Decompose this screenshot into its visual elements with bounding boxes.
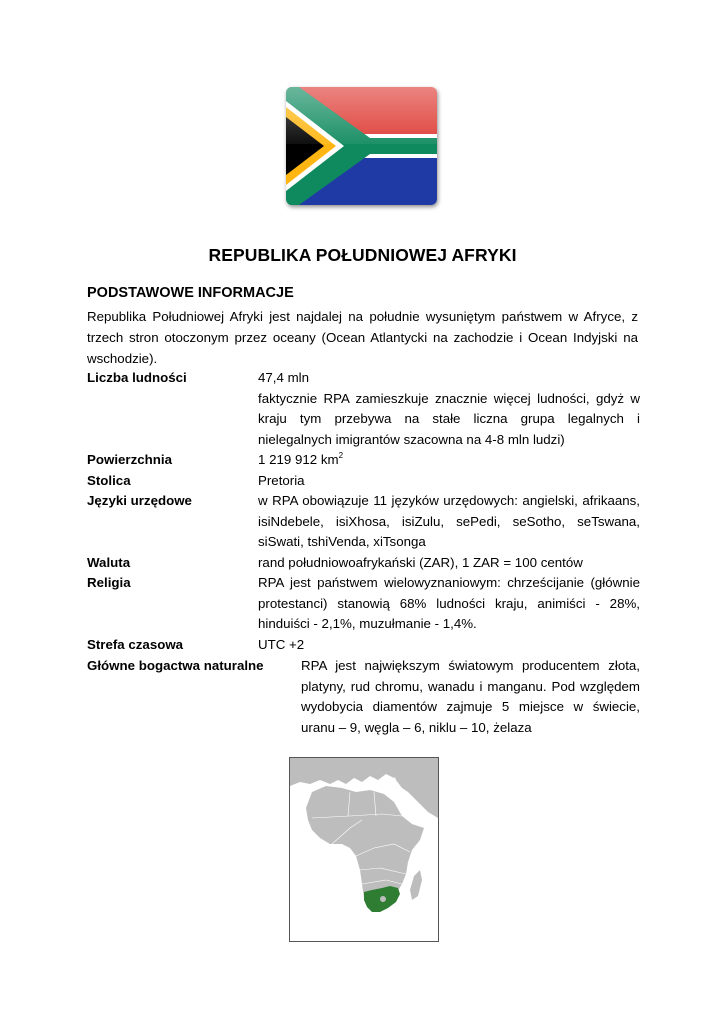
- population-value: 47,4 mln: [258, 370, 309, 385]
- fact-value: RPA jest największym światowym producentem złota, platyny, rud chromu, wanadu i manganu. Pod względem wydobycia diamentów zajmuje 5 miejsce w świecie, uranu – 9, węgla – 6, niklu – 10, żelaza: [301, 658, 640, 735]
- fact-label: Strefa czasowa: [87, 637, 184, 652]
- area-unit-exponent: 2: [338, 451, 344, 460]
- intro-paragraph: Republika Południowej Afryki jest najdalej na południe wysuniętym państwem w Afryce, z trzech stron otoczonym przez oceany (Ocean Atlantycki na zachodzie i Ocean Indyjski na wschodzie).: [87, 309, 638, 366]
- fact-label: Powierzchnia: [87, 452, 172, 467]
- fact-label: Języki urzędowe: [87, 493, 192, 508]
- africa-locator-map: [289, 757, 439, 942]
- fact-label: Główne bogactwa naturalne: [87, 658, 264, 673]
- fact-value: RPA jest państwem wielowyznaniowym: chrześcijanie (głównie protestanci) stanowią 68% ludności kraju, animiści - 28%, hinduiści - 2,1%, muzułmanie - 1,4%.: [258, 575, 640, 631]
- fact-value: [258, 368, 640, 450]
- south-africa-flag: [286, 87, 437, 205]
- fact-value: UTC +2: [258, 637, 305, 652]
- population-note: faktycznie RPA zamieszkuje znacznie więcej ludności, gdyż w kraju tym przebywa na stałe liczna grupa legalnych i nielegalnych imigrantów szacowna na 4-8 mln ludzi): [258, 390, 640, 447]
- map-lesotho: [380, 896, 386, 902]
- fact-label: Religia: [87, 575, 131, 590]
- fact-label: Waluta: [87, 555, 131, 570]
- fact-value: Pretoria: [258, 473, 305, 488]
- area-value: 1 219 912 km: [258, 452, 339, 467]
- fact-value: [258, 450, 640, 471]
- page-title: REPUBLIKA POŁUDNIOWEJ AFRYKI: [208, 245, 517, 265]
- fact-value: rand południowoafrykański (ZAR), 1 ZAR = 100 centów: [258, 555, 583, 570]
- map-graphic: [290, 758, 438, 941]
- fact-label: Liczba ludności: [87, 370, 187, 385]
- fact-label: Stolica: [87, 473, 131, 488]
- flag-graphic: [286, 87, 437, 205]
- section-heading: PODSTAWOWE INFORMACJE: [87, 285, 294, 301]
- fact-value: w RPA obowiązuje 11 języków urzędowych: angielski, afrikaans, isiNdebele, isiXhosa, isiZulu, sePedi, seSotho, seTswana, siSwati, tshiVenda, xiTsonga: [258, 493, 640, 549]
